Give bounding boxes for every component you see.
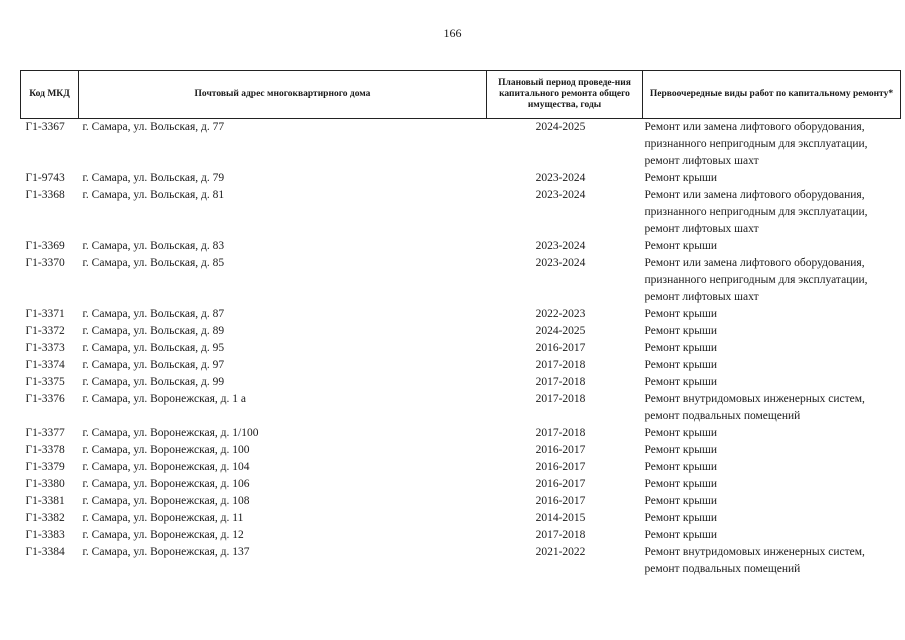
cell-period: 2016-2017 — [535, 495, 586, 507]
header-period: Плановый период проведе-ния капитального ремонта общего имущества, годы — [487, 71, 643, 119]
works-line: Ремонт крыши — [644, 495, 718, 507]
cell-code: Г1-3373 — [25, 342, 65, 354]
cell-works — [643, 323, 901, 340]
table-row — [21, 459, 901, 476]
works-line: Ремонт крыши — [644, 461, 718, 473]
cell-address: г. Самара, ул. Воронежская, д. 1 а — [82, 393, 246, 405]
table-row — [21, 544, 901, 578]
cell-code: Г1-3377 — [25, 427, 65, 439]
cell-period: 2017-2018 — [535, 529, 586, 541]
cell-code: Г1-9743 — [25, 172, 65, 184]
cell-works — [643, 255, 901, 306]
cell-period: 2016-2017 — [535, 342, 586, 354]
works-line: признанного непригодным для эксплуатации, — [644, 206, 868, 218]
cell-address: г. Самара, ул. Вольская, д. 79 — [82, 172, 225, 184]
cell-works — [643, 425, 901, 442]
capital-repair-table — [20, 70, 901, 578]
cell-address: г. Самара, ул. Воронежская, д. 104 — [82, 461, 250, 473]
works-line: признанного непригодным для эксплуатации, — [644, 138, 868, 150]
table-row — [21, 238, 901, 255]
cell-period: 2021-2022 — [535, 546, 586, 558]
cell-code: Г1-3369 — [25, 240, 65, 252]
cell-period: 2017-2018 — [535, 359, 586, 371]
cell-address: г. Самара, ул. Воронежская, д. 12 — [82, 529, 244, 541]
works-line: Ремонт крыши — [644, 359, 718, 371]
cell-period: 2017-2018 — [535, 427, 586, 439]
works-line: Ремонт крыши — [644, 512, 718, 524]
cell-code: Г1-3384 — [25, 546, 65, 558]
header-address: Почтовый адрес многоквартирного дома — [79, 71, 487, 119]
cell-period: 2016-2017 — [535, 478, 586, 490]
works-line: Ремонт крыши — [644, 529, 718, 541]
cell-works — [643, 459, 901, 476]
cell-address: г. Самара, ул. Воронежская, д. 106 — [82, 478, 250, 490]
cell-address: г. Самара, ул. Воронежская, д. 137 — [82, 546, 250, 558]
cell-code: Г1-3380 — [25, 478, 65, 490]
cell-address: г. Самара, ул. Вольская, д. 83 — [82, 240, 225, 252]
table-row — [21, 323, 901, 340]
cell-address: г. Самара, ул. Воронежская, д. 100 — [82, 444, 250, 456]
cell-works — [643, 493, 901, 510]
cell-period: 2023-2024 — [535, 257, 586, 269]
cell-code: Г1-3371 — [25, 308, 65, 320]
works-line: ремонт лифтовых шахт — [644, 223, 759, 235]
table-row — [21, 306, 901, 323]
cell-address: г. Самара, ул. Вольская, д. 81 — [82, 189, 225, 201]
cell-period: 2023-2024 — [535, 172, 586, 184]
cell-works — [643, 374, 901, 391]
cell-period: 2024-2025 — [535, 325, 586, 337]
cell-works — [643, 187, 901, 238]
cell-works — [643, 476, 901, 493]
table-row — [21, 442, 901, 459]
cell-works — [643, 510, 901, 527]
table-row — [21, 119, 901, 171]
cell-address: г. Самара, ул. Воронежская, д. 11 — [82, 512, 244, 524]
cell-works — [643, 357, 901, 374]
works-line: Ремонт внутридомовых инженерных систем, — [644, 393, 865, 405]
works-line: Ремонт крыши — [644, 444, 718, 456]
cell-period: 2016-2017 — [535, 461, 586, 473]
cell-address: г. Самара, ул. Вольская, д. 97 — [82, 359, 225, 371]
cell-address: г. Самара, ул. Вольская, д. 85 — [82, 257, 225, 269]
table-header — [21, 71, 901, 119]
table-row — [21, 187, 901, 238]
table-row — [21, 391, 901, 425]
cell-code: Г1-3383 — [25, 529, 65, 541]
header-works: Первоочередные виды работ по капитальному ремонту* — [643, 71, 901, 119]
works-line: ремонт лифтовых шахт — [644, 155, 759, 167]
works-line: ремонт лифтовых шахт — [644, 291, 759, 303]
works-line: Ремонт или замена лифтового оборудования, — [644, 257, 865, 269]
cell-period: 2017-2018 — [535, 393, 586, 405]
works-line: Ремонт внутридомовых инженерных систем, — [644, 546, 865, 558]
table-row — [21, 476, 901, 493]
table-row — [21, 527, 901, 544]
works-line: Ремонт крыши — [644, 172, 718, 184]
works-line: ремонт подвальных помещений — [644, 563, 801, 575]
cell-period: 2014-2015 — [535, 512, 586, 524]
cell-period: 2023-2024 — [535, 240, 586, 252]
table-row — [21, 425, 901, 442]
page-number: 166 — [443, 26, 462, 40]
cell-code: Г1-3376 — [25, 393, 65, 405]
cell-works — [643, 340, 901, 357]
table-body — [21, 119, 901, 579]
cell-works — [643, 527, 901, 544]
cell-period: 2024-2025 — [535, 121, 586, 133]
cell-period: 2023-2024 — [535, 189, 586, 201]
cell-code: Г1-3382 — [25, 512, 65, 524]
header-code: Код МКД — [21, 71, 79, 119]
works-line: признанного непригодным для эксплуатации, — [644, 274, 868, 286]
table-row — [21, 510, 901, 527]
cell-works — [643, 238, 901, 255]
works-line: Ремонт или замена лифтового оборудования, — [644, 121, 865, 133]
cell-code: Г1-3370 — [25, 257, 65, 269]
cell-address: г. Самара, ул. Вольская, д. 95 — [82, 342, 225, 354]
cell-address: г. Самара, ул. Вольская, д. 87 — [82, 308, 225, 320]
cell-period: 2022-2023 — [535, 308, 586, 320]
cell-works — [643, 306, 901, 323]
cell-code: Г1-3374 — [25, 359, 65, 371]
cell-works — [643, 170, 901, 187]
table-row — [21, 357, 901, 374]
cell-works — [643, 119, 901, 171]
cell-address: г. Самара, ул. Воронежская, д. 1/100 — [82, 427, 259, 439]
cell-works — [643, 391, 901, 425]
works-line: Ремонт крыши — [644, 478, 718, 490]
cell-address: г. Самара, ул. Вольская, д. 89 — [82, 325, 225, 337]
works-line: Ремонт крыши — [644, 325, 718, 337]
cell-address: г. Самара, ул. Воронежская, д. 108 — [82, 495, 250, 507]
works-line: Ремонт крыши — [644, 308, 718, 320]
capital-repair-table-container — [20, 70, 900, 578]
cell-code: Г1-3367 — [25, 121, 65, 133]
cell-code: Г1-3375 — [25, 376, 65, 388]
cell-period: 2017-2018 — [535, 376, 586, 388]
cell-code: Г1-3378 — [25, 444, 65, 456]
cell-period: 2016-2017 — [535, 444, 586, 456]
works-line: Ремонт крыши — [644, 376, 718, 388]
works-line: Ремонт или замена лифтового оборудования, — [644, 189, 865, 201]
table-row — [21, 170, 901, 187]
table-row — [21, 340, 901, 357]
cell-code: Г1-3379 — [25, 461, 65, 473]
works-line: ремонт подвальных помещений — [644, 410, 801, 422]
table-row — [21, 493, 901, 510]
table-header-row — [21, 71, 901, 119]
works-line: Ремонт крыши — [644, 240, 718, 252]
cell-address: г. Самара, ул. Вольская, д. 99 — [82, 376, 225, 388]
works-line: Ремонт крыши — [644, 342, 718, 354]
cell-address: г. Самара, ул. Вольская, д. 77 — [82, 121, 225, 133]
cell-code: Г1-3372 — [25, 325, 65, 337]
cell-works — [643, 442, 901, 459]
cell-code: Г1-3368 — [25, 189, 65, 201]
cell-works — [643, 544, 901, 578]
works-line: Ремонт крыши — [644, 427, 718, 439]
cell-code: Г1-3381 — [25, 495, 65, 507]
table-row — [21, 374, 901, 391]
table-row — [21, 255, 901, 306]
